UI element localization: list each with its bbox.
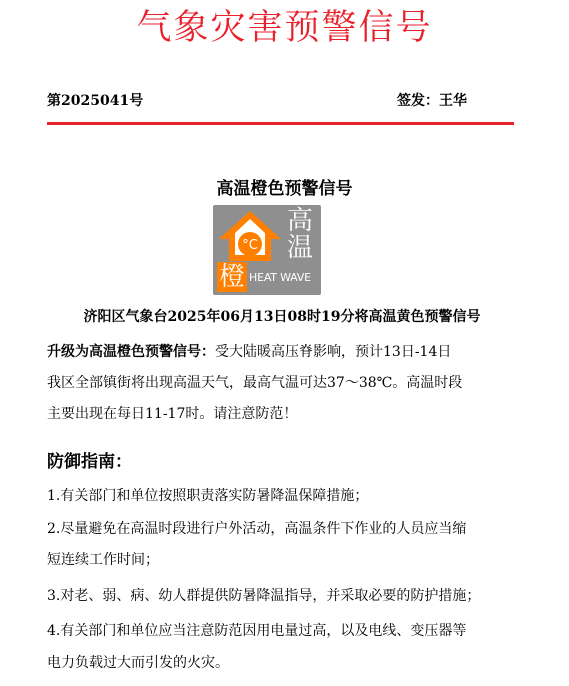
body-line-1-rest: 受大陆暖高压脊影响，预计13日-14日 bbox=[215, 344, 452, 360]
icon-char-wen: 温 bbox=[287, 233, 314, 263]
document-number: 第2025041号 bbox=[47, 93, 144, 109]
guide-item: 1.有关部门和单位按照职责落实防暑降温保障措施； bbox=[47, 488, 369, 504]
signer: 签发：王华 bbox=[397, 93, 467, 109]
document-meta bbox=[47, 90, 467, 110]
signal-title: 高温橙色预警信号 bbox=[216, 179, 353, 199]
guide-item: 短连续工作时间； bbox=[47, 552, 159, 568]
celsius-symbol: °C bbox=[242, 238, 258, 253]
guide-item: 4.有关部门和单位应当注意防范因用电量过高，以及电线、变压器等 bbox=[47, 623, 467, 639]
guide-item: 3.对老、弱、病、幼人群提供防暑降温指导，并采取必要的防护措施； bbox=[47, 588, 481, 604]
guide-heading: 防御指南： bbox=[47, 452, 132, 472]
guide-item: 电力负载过大而引发的火灾。 bbox=[47, 655, 229, 671]
icon-level-char: 橙 bbox=[218, 262, 245, 292]
body-line-1 bbox=[47, 342, 527, 362]
lead-line: 济阳区气象台2025年06月13日08时19分将高温黄色预警信号 bbox=[83, 309, 481, 325]
upgrade-statement: 升级为高温橙色预警信号： bbox=[47, 344, 215, 360]
red-divider bbox=[47, 122, 514, 125]
document-title: 气象灾害预警信号 bbox=[136, 8, 433, 48]
body-line-2: 我区全部镇街将出现高温天气，最高气温可达37～38℃。高温时段 bbox=[47, 375, 463, 391]
icon-char-gao: 高 bbox=[287, 206, 314, 236]
thermometer-house-icon bbox=[217, 209, 283, 263]
high-temperature-orange-warning-icon bbox=[213, 205, 321, 295]
guide-item: 2.尽量避免在高温时段进行户外活动，高温条件下作业的人员应当缩 bbox=[47, 521, 467, 537]
heat-wave-caption: HEAT WAVE bbox=[249, 271, 311, 284]
body-line-3: 主要出现在每日11-17时。请注意防范！ bbox=[47, 406, 298, 422]
